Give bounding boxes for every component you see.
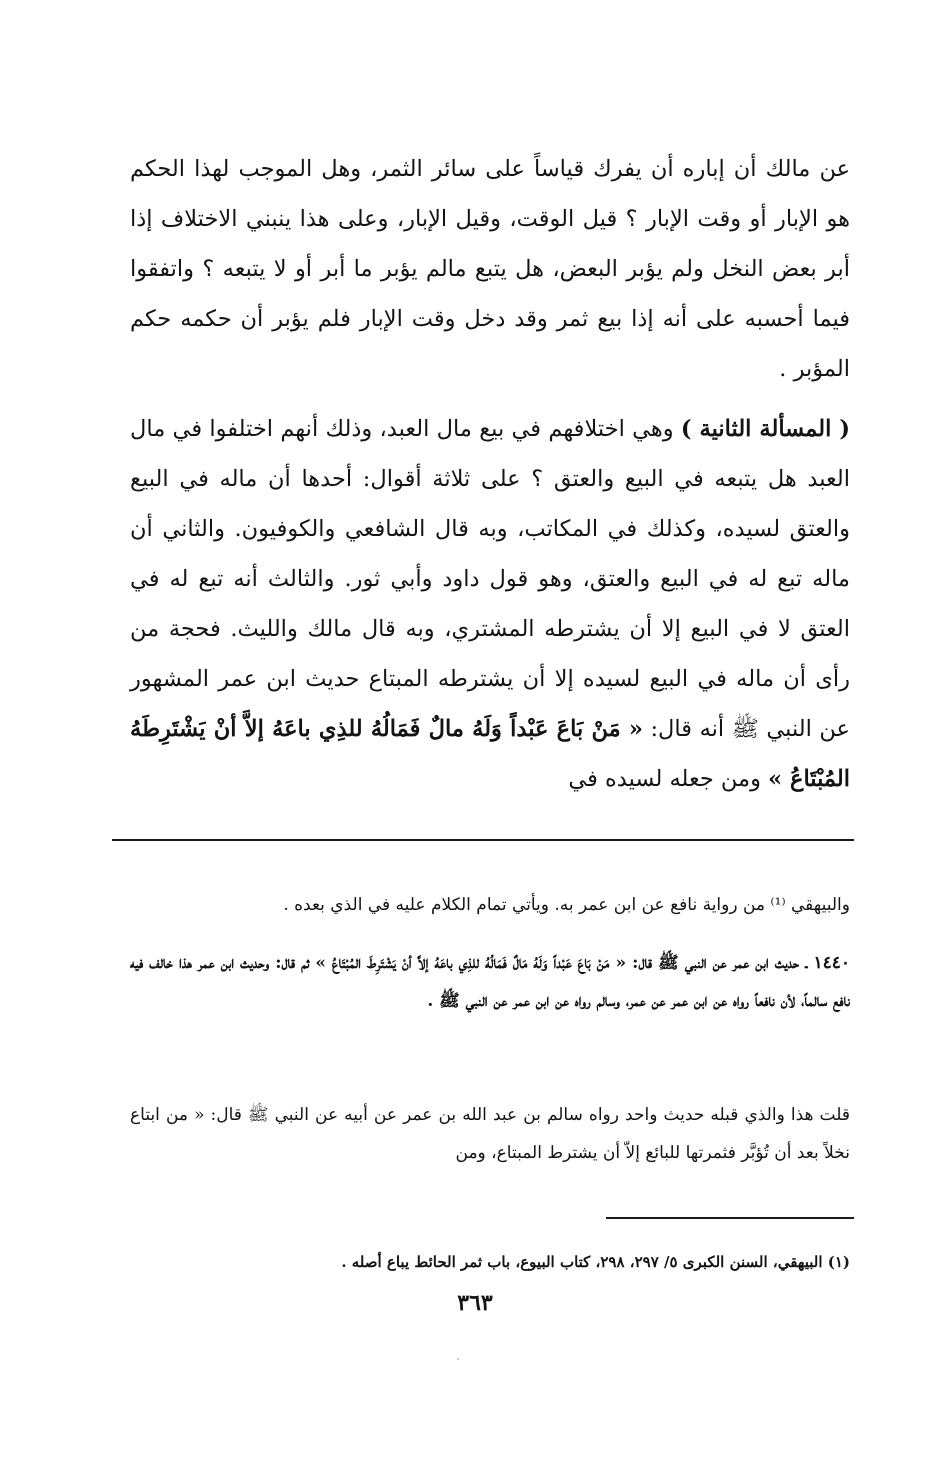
footnote: (١) البيهقي، السنن الكبرى ٥/ ٢٩٧، ٢٩٨، كتاب البيوع، باب ثمر الحائط يباع أصله . (341, 1253, 850, 1271)
note-paragraph-1440: ١٤٤٠ ـ حديث ابن عمر عن النبي ﷺ قال: « مَنْ بَاعَ عَبْداً وَلَهُ مَالٌ فَمَالُهُ للذِي باعَهُ إلاَّ أنْ يَشْتَرِطَ المُبْتَاعُ » ثم قال: وحديث ابن عمر هذا خالف فيه نافع سالماً، لأن نافعاً رواه عن ابن عمر عن عمر، وسالم رواه عن ابن عمر عن النبي ﷺ . (130, 953, 850, 1011)
paragraph-2-tail: ومن جعله لسيده في (568, 766, 769, 792)
text-notes-divider (112, 839, 854, 841)
page-number: ٣٦٣ (457, 1290, 493, 1316)
main-paragraph-1: عن مالك أن إباره أن يفرك قياساً على سائر الثمر، وهل الموجب لهذا الحكم هو الإبار أو وقت الإبار ؟ قيل الوقت، وقيل الإبار، وعلى هذا ينبني الاختلاف إذا أبر بعض النخل ولم يؤبر البعض، هل يتبع مالم يؤبر ما أبر أو لا يتبعه ؟ واتفقوا فيما أحسبه على أنه إذا بيع ثمر وقد دخل وقت الإبار فلم يؤبر أن حكمه حكم المؤبر . (130, 156, 850, 382)
paragraph-2-body: وهي اختلافهم في بيع مال العبد، وذلك أنهم اختلفوا في مال العبد هل يتبعه في البيع والعتق ؟ على ثلاثة أقوال: أحدها أن ماله في البيع والعتق لسيده، وكذلك في المكاتب، وبه قال الشافعي والكوفيون. والثاني أن ماله تبع له في البيع والعتق، وهو قول داود وأبي ثور. والثالث أنه تبع له في العتق لا في البيع إلا أن يشترطه المشتري، وبه قال مالك والليث. فحجة من رأى أن ماله في البيع لسيده إلا أن يشترطه المبتاع حديث ابن عمر المشهور عن النبي ﷺ أنه قال: (130, 416, 850, 742)
main-paragraph-2 (130, 404, 850, 804)
issue-heading: ( المسألة الثانية ) (680, 416, 850, 442)
scan-speck (457, 1358, 459, 1360)
note-paragraph-1: والبيهقي ⁽¹⁾ من رواية نافع عن ابن عمر به. ويأتي تمام الكلام عليه في الذي بعده . (283, 895, 850, 915)
hadith-quote: « مَنْ بَاعَ عَبْداً وَلَهُ مالٌ فَمَالُهُ للذِي باعَهُ إلاَّ أنْ يَشْتَرِطَهُ المُبْتَاعُ » (130, 716, 850, 792)
footnote-divider (606, 1217, 854, 1219)
note-paragraph-3: قلت هذا والذي قبله حديث واحد رواه سالم بن عبد الله بن عمر عن أبيه عن النبي ﷺ قال: « من ابتاع نخلاً بعد أن تُؤبَّر فثمرتها للبائع إلاّ أن يشترط المبتاع، ومن (130, 1105, 850, 1163)
